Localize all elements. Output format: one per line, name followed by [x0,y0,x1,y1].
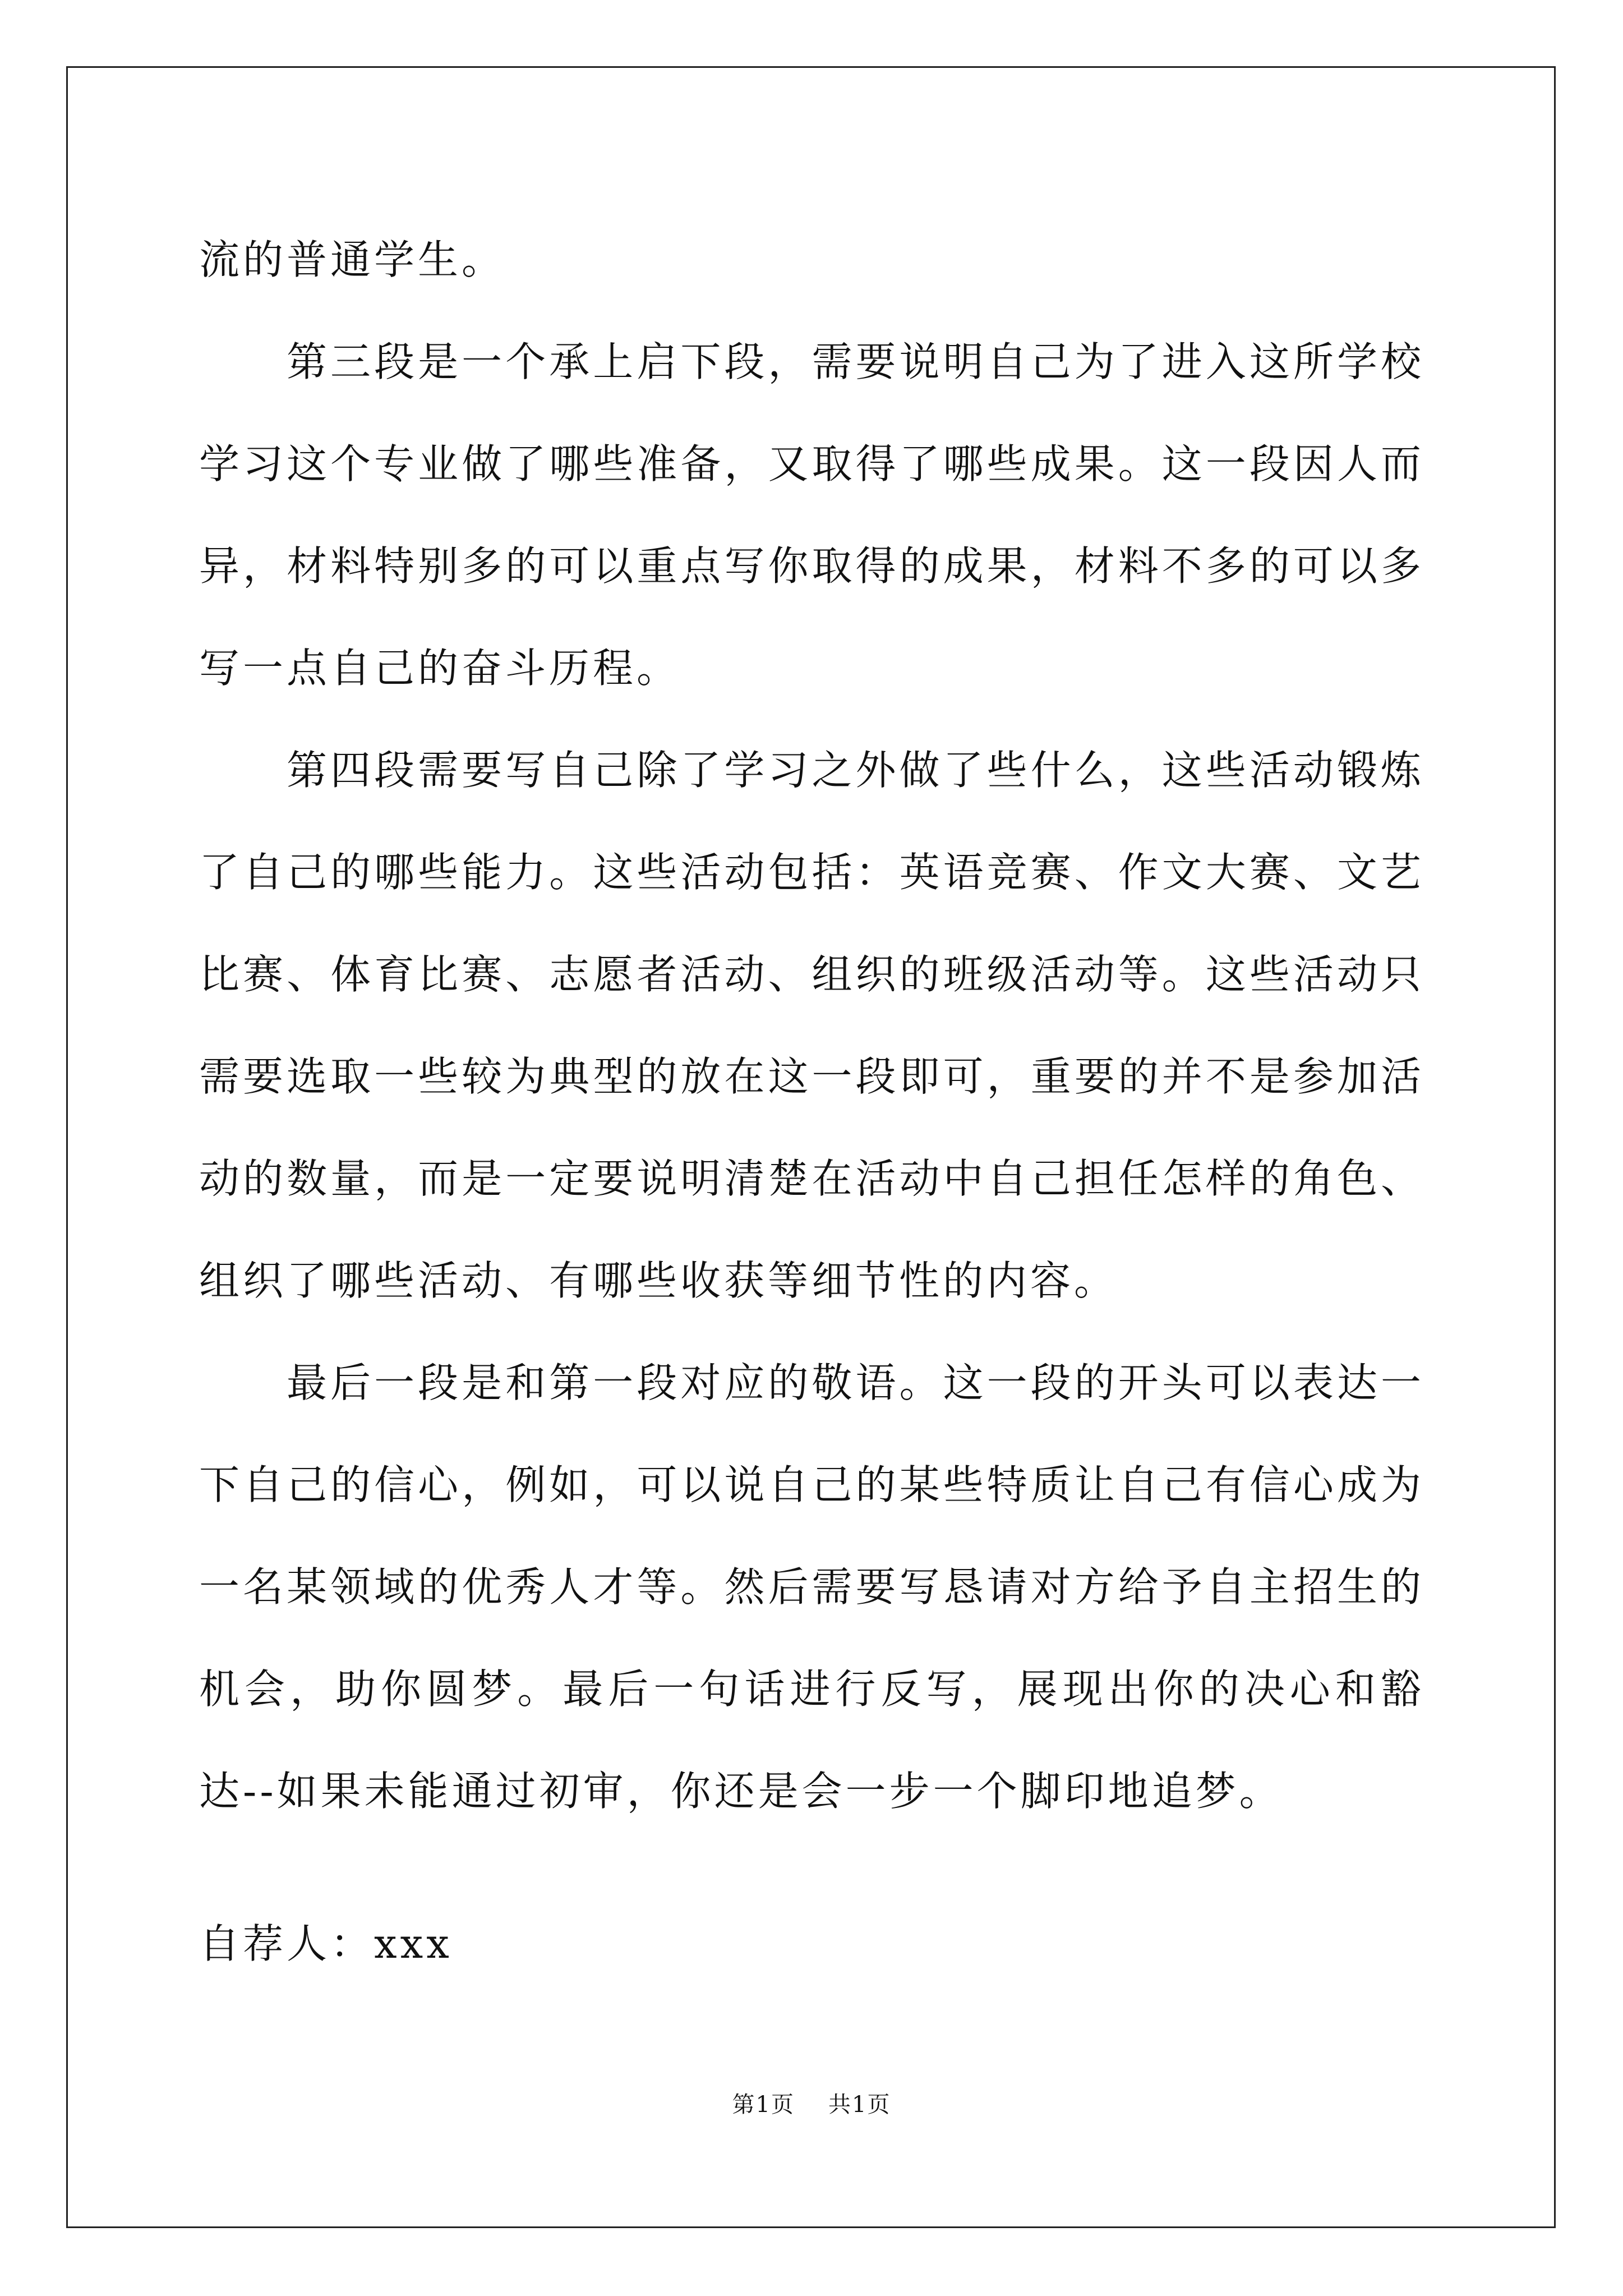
signature-line: 自荐人：xxx [199,1920,453,1967]
page-footer [0,2088,1623,2122]
page-number-current: 第1页 [732,2092,795,2118]
paragraph-fourth-section: 第四段需要写自己除了学习之外做了些什么，这些活动锻炼了自己的哪些能力。这些活动包括：英语竞赛、作文大赛、文艺比赛、体育比赛、志愿者活动、组织的班级活动等。这些活动只需要选取一些较为典型的放在这一段即可，重要的并不是参加活动的数量，而是一定要说明清楚在活动中自己担任怎样的角色、组织了哪些活动、有哪些收获等细节性的内容。 [199,747,1424,1304]
page-number-total: 共1页 [828,2092,891,2118]
paragraph-final-section: 最后一段是和第一段对应的敬语。这一段的开头可以表达一下自己的信心，例如，可以说自己的某些特质让自己有信心成为一名某领域的优秀人才等。然后需要写恳请对方给予自主招生的机会，助你圆梦。最后一句话进行反写，展现出你的决心和豁达--如果未能通过初审，你还是会一步一个脚印地追梦。 [199,1359,1424,1815]
document-body [199,209,1424,1842]
paragraph-third-section: 第三段是一个承上启下段，需要说明自己为了进入这所学校学习这个专业做了哪些准备，又取得了哪些成果。这一段因人而异，材料特别多的可以重点写你取得的成果，材料不多的可以多写一点自己的奋斗历程。 [199,338,1424,692]
paragraph-continuation: 流的普通学生。 [199,236,506,283]
